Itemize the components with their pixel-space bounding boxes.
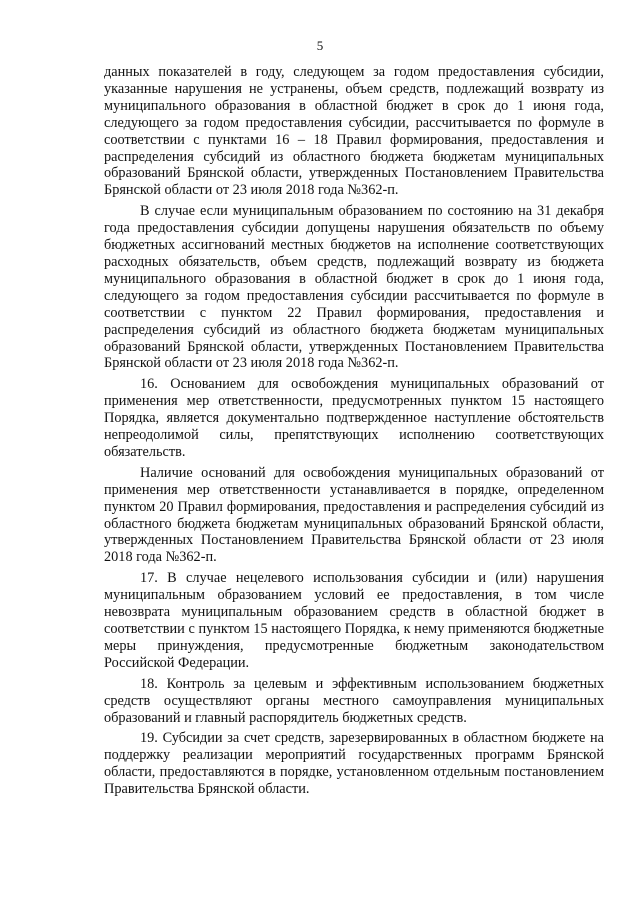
paragraph-19: 19. Субсидии за счет средств, зарезервированных в областном бюджете на поддержку реализации мероприятий государственных программ Брянской области, предоставляются в порядке, установленном отдельным постановлением Правительства Брянской области. xyxy=(104,730,604,798)
paragraph-continuation: данных показателей в году, следующем за годом предоставления субсидии, указанные нарушения не устранены, объем средств, подлежащий возврату из муниципального образования в областной бюджет в срок до 1 июня года, следующего за годом предоставления субсидии, рассчитывается по формуле в соответствии с пунктами 16 – 18 Правил формирования, предоставления и распределения субсидий из областного бюджета бюджетам муниципальных образований Брянской области, утвержденных Постановлением Правительства Брянской области от 23 июля 2018 года №362-п. xyxy=(104,64,604,199)
page-number: 5 xyxy=(316,38,324,53)
paragraph-16: 16. Основанием для освобождения муниципальных образований от применения мер ответственности, предусмотренных пунктом 15 настоящего Порядка, является документально подтвержденное наступление обстоятельств непреодолимой силы, препятствующих исполнению соответствующих обязательств. xyxy=(104,376,604,460)
paragraph-17: 17. В случае нецелевого использования субсидии и (или) нарушения муниципальным образованием условий ее предоставления, в том числе невозврата муниципальным образованием средств в областной бюджет в соответствии с пунктом 15 настоящего Порядка, к нему применяются бюджетные меры принуждения, предусмотренные бюджетным законодательством Российской Федерации. xyxy=(104,570,604,671)
paragraph-18: 18. Контроль за целевым и эффективным использованием бюджетных средств осуществляют органы местного самоуправления муниципальных образований и главный распорядитель бюджетных средств. xyxy=(104,675,604,726)
document-body xyxy=(104,64,604,802)
paragraph-grounds: Наличие оснований для освобождения муниципальных образований от применения мер ответственности устанавливается в порядке, определенном пунктом 20 Правил формирования, предоставления и распределения субсидий из областного бюджета бюджетам муниципальных образований Брянской области, утвержденных Постановлением Правительства Брянской области от 23 июля 2018 года №362-п. xyxy=(104,464,604,566)
paragraph-violation-case: В случае если муниципальным образованием по состоянию на 31 декабря года предоставления субсидии допущены нарушения обязательств по объему бюджетных ассигнований местных бюджетов на исполнение соответствующих расходных обязательств, объем средств, подлежащий возврату из бюджета муниципального образования в областной бюджет в срок до 1 июня года, следующего за годом предоставления субсидии рассчитывается по формуле в соответствии с пунктом 22 Правил формирования, предоставления и распределения субсидий из областного бюджета бюджетам муниципальных образований Брянской области, утвержденных Постановлением Правительства Брянской области от 23 июля 2018 года №362-п. xyxy=(104,203,604,372)
